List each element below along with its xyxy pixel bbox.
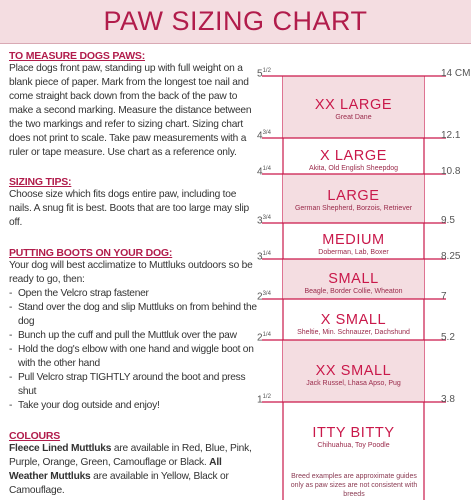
size-itty-bitty: ITTY BITTY Chihuahua, Toy Poodle [312,425,395,449]
size-xx-small: XX SMALL Jack Russel, Lhasa Apso, Pug [306,363,401,387]
lined-label: Fleece Lined Muttluks [9,443,112,454]
size-large: LARGE German Shepherd, Borzois, Retriever [294,188,413,212]
size-xx-large: XX LARGE Great Dane [314,97,393,121]
weather-label: All Weather Muttluks [9,457,222,482]
cm-label: 10.8 [441,166,461,177]
tips-heading: SIZING TIPS: [9,176,72,188]
weather-text: are available in Yellow, Black or Camouflage. [9,471,229,496]
size-small: SMALL Beagle, Border Collie, Wheaton [304,271,403,295]
inch-label: $3^{3/4}$ [257,215,271,227]
boots-heading: PUTTING BOOTS ON YOUR DOG: [9,247,173,259]
cm-label: 14 CM [441,68,471,79]
list-item: - Pull Velcro strap TIGHTLY around the boot and press shut [9,371,261,399]
inch-label: $3^{1/4}$ [257,251,271,263]
inch-label: $4^{1/4}$ [257,166,271,178]
breed-note: Breed examples are approximate guides only as paw sizes are not consistent with breeds [290,473,418,498]
size-x-large: X LARGE Akita, Old English Sheepdog [308,148,399,172]
measure-heading: TO MEASURE DOGS PAWS: [9,50,146,62]
cm-label: 7 [441,291,447,302]
inch-label: $1^{1/2}$ [257,394,271,406]
cm-label: 3.8 [441,394,455,405]
inch-label: $4^{3/4}$ [257,130,271,142]
inch-label: $2^{3/4}$ [257,291,271,303]
inch-label: $5^{1/2}$ [257,68,271,80]
list-item: - Hold the dog's elbow with one hand and wiggle boot on with the other hand [9,343,261,371]
cm-label: 8.25 [441,251,461,262]
list-item: - Bunch up the cuff and pull the Muttluk over the paw [9,329,261,343]
tips-text: Choose size which fits dogs entire paw, including toe nails. A snug fit is best. Boots that are too large may slip off. [9,189,249,228]
list-item: - Stand over the dog and slip Muttluks on from behind the dog [9,301,261,329]
cm-label: 5.2 [441,332,455,343]
colours-heading: COLOURS [9,430,61,442]
cm-label: 12.1 [441,130,461,141]
list-item: - Take your dog outside and enjoy! [9,399,261,413]
size-x-small: X SMALL Sheltie, Min. Schnauzer, Dachshund [297,312,410,336]
lined-text: are available in Red, Blue, Pink, Purple, Orange, Green, Camouflage or Black. [9,443,252,468]
size-medium: MEDIUM Doberman, Lab, Boxer [318,232,389,256]
cm-label: 9.5 [441,215,455,226]
page-title: PAW SIZING CHART [103,6,368,36]
measure-text: Place dogs front paw, standing up with full weight on a blank piece of paper. Mark from the longest toe nail and come straight back down from the back of the paw to make a second marking. Measure the distance between the two markings and refer to sizing chart. Sizing chart does not print to scale. Take paw measurements with a ruler or tape measure. Use chart as a reference only. [9,63,252,158]
list-item: - Open the Velcro strap fastener [9,287,261,301]
inch-label: $2^{1/4}$ [257,332,271,344]
boots-intro: Your dog will best acclimatize to Muttluks outdoors so be ready to go, then: [9,260,253,285]
